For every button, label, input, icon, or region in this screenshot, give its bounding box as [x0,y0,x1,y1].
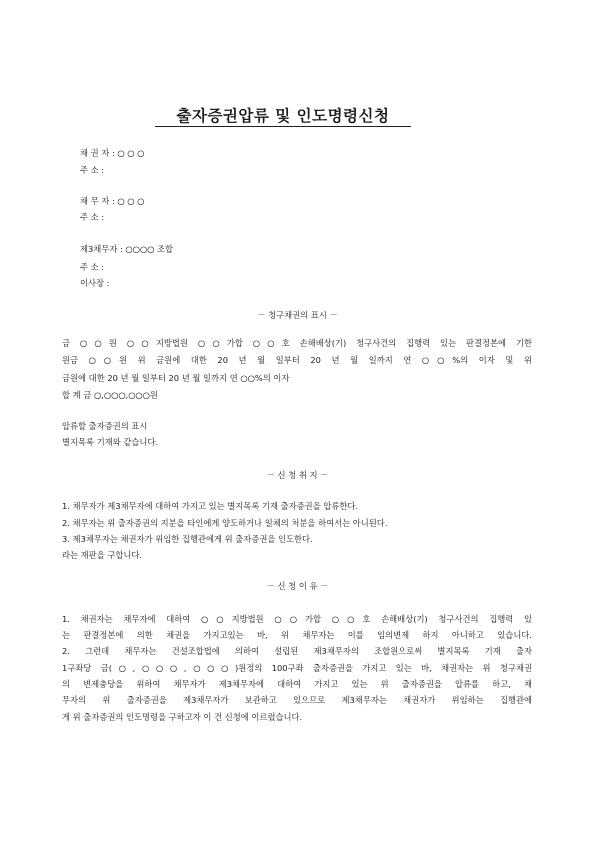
third-debtor-line: 제3채무자 : ○○○○ 조합 [80,244,174,254]
claim-line: 금 ○○원 ○○지방법원 ○○가합 ○○호 손해배상(기) 청구사건의 집행력 있는 판결정본에 기한 [62,338,532,348]
reason-line: 게 위 출자증권의 인도명령을 구하고자 이 건 신청에 이르렀습니다. [62,712,303,722]
debtor-address-line: 주 소 : [80,212,105,222]
reason-line: 무자의 위 출자증권을 제3채무자가 보관하고 있으므로 제3채무자는 채권자가 위임하는 집행관에 [62,695,532,705]
third-debtor-address-line: 주 소 : [80,262,105,272]
reason-heading: － 신 청 이 유 － [266,581,329,591]
reason-line: 1. 채권자는 채무자에 대하여 ○○지방법원 ○○가합 ○○호 손해배상(기) 청구사건의 집행력 있 [62,614,532,624]
purpose-item: 1. 채무자가 제3채무자에 대하여 가지고 있는 별지목록 기재 출자증권을 압류한다. [62,501,359,511]
director-line: 이사장 : [80,278,110,288]
title-underline [155,126,411,127]
purpose-item: 3. 제3채무자는 채권자가 위임한 집행관에게 위 출자증권을 인도한다. [62,534,313,544]
seizure-heading: 압류할 출자증권의 표시 [62,421,148,431]
purpose-item: 2. 채무자는 위 출자증권의 지분을 타인에게 양도하거나 일체의 처분을 하여서는 아니된다. [62,518,388,528]
claim-line: 원금 ○○원 위 금원에 대한 20 년 월 일부터 20 년 월 일까지 연 ○○%의 이자 및 위 [62,355,532,365]
claim-line: 금원에 대한 20 년 월 일부터 20 년 월 일까지 연 ○○%의 이자 [62,373,290,383]
debtor-line: 채 무 자 : ○ ○ ○ [80,196,145,206]
reason-line: 의 변제충당을 위하여 채무자가 제3채무자에 대하여 가지고 있는 위 출자증권을 압류를 하고, 채 [62,679,532,689]
creditor-address-line: 주 소 : [80,165,105,175]
document-title: 출자증권압류 및 인도명령신청 [176,107,390,125]
reason-line: 1구좌당 금(○,○○○,○○○)원정의 100구좌 출자증권을 가지고 있는 바, 채권자는 위 청구채권 [62,663,532,673]
reason-line: 는 판결정본에 의한 채권을 가지고있는 바, 위 채무자는 이를 임의변제 하지 아니하고 있습니다. [62,630,532,640]
creditor-line: 채 권 자 : ○ ○ ○ [80,148,145,158]
claim-heading: － 청구채권의 표시 － [257,310,338,320]
reason-line: 2. 그런데 채무자는 건설조합법에 의하여 설립된 제3채무자의 조합원으로써 별지목록 기재 출자 [62,646,532,656]
claim-total: 합 계 금 ○,○○○,○○○원 [62,390,158,400]
purpose-heading: － 신 청 취 지 － [266,470,329,480]
purpose-closing: 라는 재판을 구합니다. [62,550,143,560]
seizure-body: 별지목록 기재와 같습니다. [62,437,159,447]
